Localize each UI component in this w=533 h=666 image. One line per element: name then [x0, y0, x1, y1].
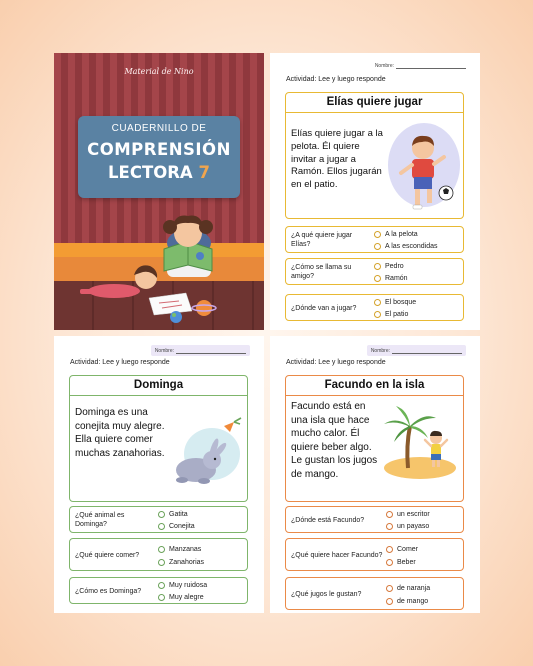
- question-2: [285, 258, 464, 285]
- story-box: [69, 375, 248, 502]
- radio-circle-icon[interactable]: [374, 231, 381, 238]
- worksheet-dominga: [54, 336, 264, 613]
- option-label: de naranja: [397, 585, 431, 592]
- question-3: [285, 294, 464, 321]
- question-2: [69, 538, 248, 571]
- radio-circle-icon[interactable]: [374, 311, 381, 318]
- answer-option[interactable]: [386, 509, 430, 521]
- radio-circle-icon[interactable]: [374, 243, 381, 250]
- story-box: [285, 375, 464, 502]
- story-text: Facundo está en una isla que hace mucho calor. Él quiere beber algo. Le gustan los jugos de mango.: [291, 401, 378, 480]
- option-label: A la pelota: [385, 231, 418, 239]
- story-text: Elías quiere jugar a la pelota. Él quiere invitar a jugar a Ramón. Ellos jugarán en el patio.: [291, 128, 383, 191]
- answer-option[interactable]: [386, 556, 418, 569]
- option-label: Beber: [397, 559, 416, 566]
- question-text: ¿Qué quiere hacer Facundo?: [291, 552, 383, 559]
- answer-options: [158, 580, 207, 603]
- name-field[interactable]: [151, 345, 250, 356]
- answer-option[interactable]: [374, 309, 416, 321]
- answer-option[interactable]: [158, 580, 207, 592]
- answer-option[interactable]: [158, 509, 195, 521]
- story-title: Elías quiere jugar: [286, 93, 463, 113]
- answer-option[interactable]: [386, 582, 430, 595]
- name-label: Nombre:: [370, 347, 390, 354]
- cover-line3: LECTORA: [108, 163, 193, 182]
- radio-circle-icon[interactable]: [158, 594, 165, 601]
- question-text: ¿Dónde está Facundo?: [291, 517, 365, 524]
- option-label: un escritor: [397, 511, 430, 519]
- answer-options: [158, 543, 204, 569]
- name-label: Nombre:: [154, 347, 174, 354]
- activity-instruction: Actividad: Lee y luego responde: [286, 359, 386, 366]
- answer-option[interactable]: [158, 592, 207, 604]
- cover-line1: CUADERNILLO DE: [111, 123, 207, 134]
- option-label: Muy alegre: [169, 593, 204, 601]
- option-label: Conejita: [169, 522, 195, 530]
- answer-option[interactable]: [386, 521, 430, 533]
- name-pill[interactable]: [151, 345, 250, 356]
- option-label: Zanahorias: [169, 559, 205, 566]
- answer-option[interactable]: [374, 273, 408, 285]
- activity-instruction: Actividad: Lee y luego responde: [70, 359, 170, 366]
- option-label: Comer: [397, 546, 419, 553]
- worksheet-elias: [270, 53, 480, 330]
- story-box: [285, 92, 464, 219]
- option-label: Manzanas: [169, 546, 202, 553]
- radio-circle-icon[interactable]: [158, 511, 165, 518]
- question-text: ¿Cómo se llama su amigo?: [291, 264, 352, 280]
- answer-option[interactable]: [158, 521, 195, 533]
- name-line[interactable]: [392, 347, 462, 354]
- radio-circle-icon[interactable]: [386, 523, 393, 530]
- option-label: Pedro: [385, 263, 404, 271]
- option-label: El patio: [385, 310, 409, 318]
- radio-circle-icon[interactable]: [386, 598, 393, 605]
- radio-circle-icon[interactable]: [386, 559, 393, 566]
- radio-circle-icon[interactable]: [374, 299, 381, 306]
- answer-option[interactable]: [374, 261, 408, 273]
- answer-option[interactable]: [158, 556, 204, 569]
- answer-option[interactable]: [158, 543, 204, 556]
- answer-option[interactable]: [386, 595, 430, 608]
- radio-circle-icon[interactable]: [386, 585, 393, 592]
- radio-circle-icon[interactable]: [374, 263, 381, 270]
- story-text: Dominga es una conejita muy alegre. Ella quiere comer muchas zanahorias.: [75, 407, 165, 459]
- name-line[interactable]: [176, 347, 246, 354]
- answer-option[interactable]: [374, 297, 416, 309]
- question-text: ¿Qué animal es Dominga?: [75, 512, 125, 528]
- question-3: [285, 577, 464, 610]
- radio-circle-icon[interactable]: [158, 582, 165, 589]
- name-line[interactable]: [396, 62, 466, 69]
- option-label: El bosque: [385, 299, 417, 307]
- island-palm-illustration: [378, 396, 460, 486]
- radio-circle-icon[interactable]: [374, 275, 381, 282]
- cover-line2: COMPRENSIÓN: [87, 140, 231, 159]
- story-title: Facundo en la isla: [286, 376, 463, 396]
- question-text: ¿Dónde van a jugar?: [291, 305, 357, 312]
- rabbit-carrot-illustration: [162, 412, 244, 492]
- name-field[interactable]: [367, 345, 466, 356]
- radio-circle-icon[interactable]: [158, 559, 165, 566]
- answer-options: [374, 229, 438, 252]
- answer-options: [386, 582, 430, 608]
- activity-instruction: Actividad: Lee y luego responde: [286, 76, 386, 83]
- answer-option[interactable]: [374, 241, 438, 253]
- question-text: ¿Qué quiere comer?: [75, 552, 140, 559]
- question-text: ¿Cómo es Dominga?: [75, 588, 142, 595]
- question-2: [285, 538, 464, 571]
- boy-soccer-illustration: [382, 119, 462, 214]
- answer-option[interactable]: [386, 543, 418, 556]
- story-title: Dominga: [70, 376, 247, 396]
- name-field[interactable]: [375, 62, 466, 69]
- question-1: [285, 506, 464, 533]
- question-1: [69, 506, 248, 533]
- answer-options: [374, 261, 408, 284]
- name-label: Nombre:: [374, 62, 394, 69]
- option-label: de mango: [397, 598, 429, 605]
- cover-number: 7: [198, 163, 210, 182]
- radio-circle-icon[interactable]: [386, 511, 393, 518]
- answer-options: [386, 509, 430, 532]
- name-pill[interactable]: [367, 345, 466, 356]
- cover-page: [54, 53, 264, 330]
- question-text: ¿A qué quiere jugar Elías?: [291, 232, 353, 248]
- cover-brand: Material de Nino: [124, 67, 194, 76]
- option-label: A las escondidas: [385, 242, 438, 250]
- answer-options: [158, 509, 195, 532]
- cover-kids-illustration: [54, 53, 264, 330]
- question-text: ¿Qué jugos le gustan?: [291, 591, 362, 598]
- radio-circle-icon[interactable]: [158, 546, 165, 553]
- answer-option[interactable]: [374, 229, 438, 241]
- option-label: Gatita: [169, 511, 188, 519]
- question-3: [69, 577, 248, 604]
- option-label: Ramón: [385, 274, 408, 282]
- option-label: Muy ruidosa: [169, 582, 208, 590]
- radio-circle-icon[interactable]: [386, 546, 393, 553]
- answer-options: [386, 543, 418, 569]
- question-1: [285, 226, 464, 253]
- option-label: un payaso: [397, 522, 430, 530]
- radio-circle-icon[interactable]: [158, 523, 165, 530]
- answer-options: [374, 297, 416, 320]
- worksheet-facundo: [270, 336, 480, 613]
